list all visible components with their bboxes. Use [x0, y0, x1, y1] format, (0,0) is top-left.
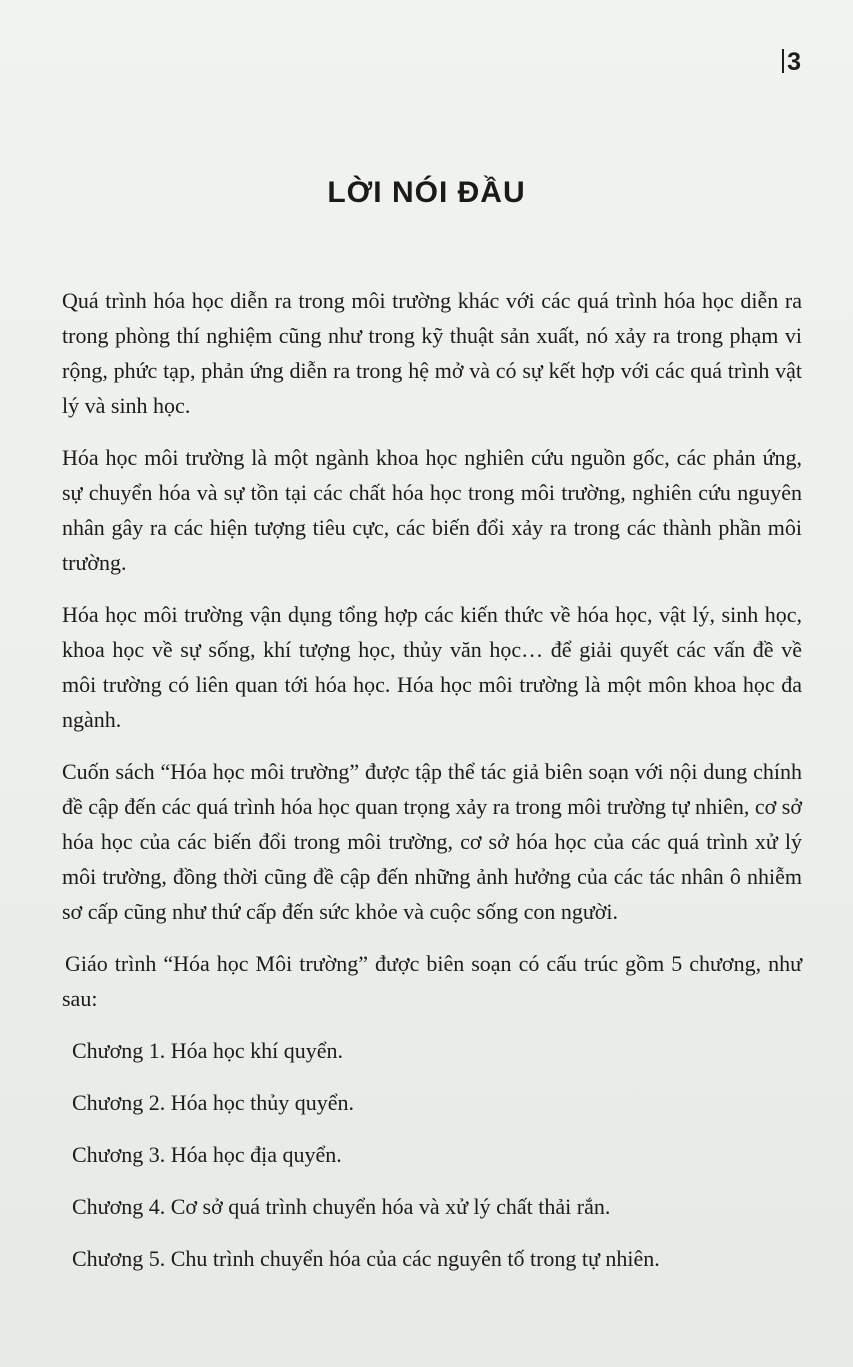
paragraph-1: Quá trình hóa học diễn ra trong môi trường khác với các quá trình hóa học diễn ra trong phòng thí nghiệm cũng như trong kỹ thuật sản xuất, nó xảy ra trong phạm vi rộng, phức tạp, phản ứng diễn ra trong hệ mở và có sự kết hợp với các quá trình vật lý và sinh học. — [62, 288, 802, 418]
chapter-item-3: Chương 3. Hóa học địa quyển. — [72, 1142, 342, 1167]
chapter-item-4: Chương 4. Cơ sở quá trình chuyển hóa và xử lý chất thải rắn. — [72, 1194, 611, 1219]
chapter-item-2: Chương 2. Hóa học thủy quyển. — [72, 1090, 355, 1115]
paragraph-2: Hóa học môi trường là một ngành khoa học nghiên cứu nguồn gốc, các phản ứng, sự chuyển hóa và sự tồn tại các chất hóa học trong môi trường, nghiên cứu nguyên nhân gây ra các hiện tượng tiêu cực, các biến đổi xảy ra trong các thành phần môi trường. — [62, 445, 802, 575]
page-number — [782, 48, 801, 77]
paragraph-5: Giáo trình “Hóa học Môi trường” được biên soạn có cấu trúc gồm 5 chương, như sau: — [62, 951, 802, 1011]
chapter-list — [62, 1033, 802, 1276]
paragraph-4: Cuốn sách “Hóa học môi trường” được tập thể tác giả biên soạn với nội dung chính đề cập đến các quá trình hóa học quan trọng xảy ra trong môi trường tự nhiên, cơ sở hóa học của các biến đổi trong môi trường, cơ sở hóa học của các quá trình xử lý môi trường, đồng thời cũng đề cập đến những ảnh hưởng của các tác nhân ô nhiễm sơ cấp cũng như thứ cấp đến sức khỏe và cuộc sống con người. — [62, 759, 802, 924]
paragraph-3: Hóa học môi trường vận dụng tổng hợp các kiến thức về hóa học, vật lý, sinh học, khoa học về sự sống, khí tượng học, thủy văn học… để giải quyết các vấn đề về môi trường có liên quan tới hóa học. Hóa học môi trường là một môn khoa học đa ngành. — [62, 602, 802, 732]
chapter-item-5: Chương 5. Chu trình chuyển hóa của các nguyên tố trong tự nhiên. — [72, 1246, 660, 1271]
chapter-item-1: Chương 1. Hóa học khí quyển. — [72, 1038, 344, 1063]
page-title: LỜI NÓI ĐẦU — [327, 176, 526, 209]
page-number-bar — [782, 49, 784, 73]
page-number-value: 3 — [787, 48, 801, 76]
body-text — [62, 283, 802, 1293]
